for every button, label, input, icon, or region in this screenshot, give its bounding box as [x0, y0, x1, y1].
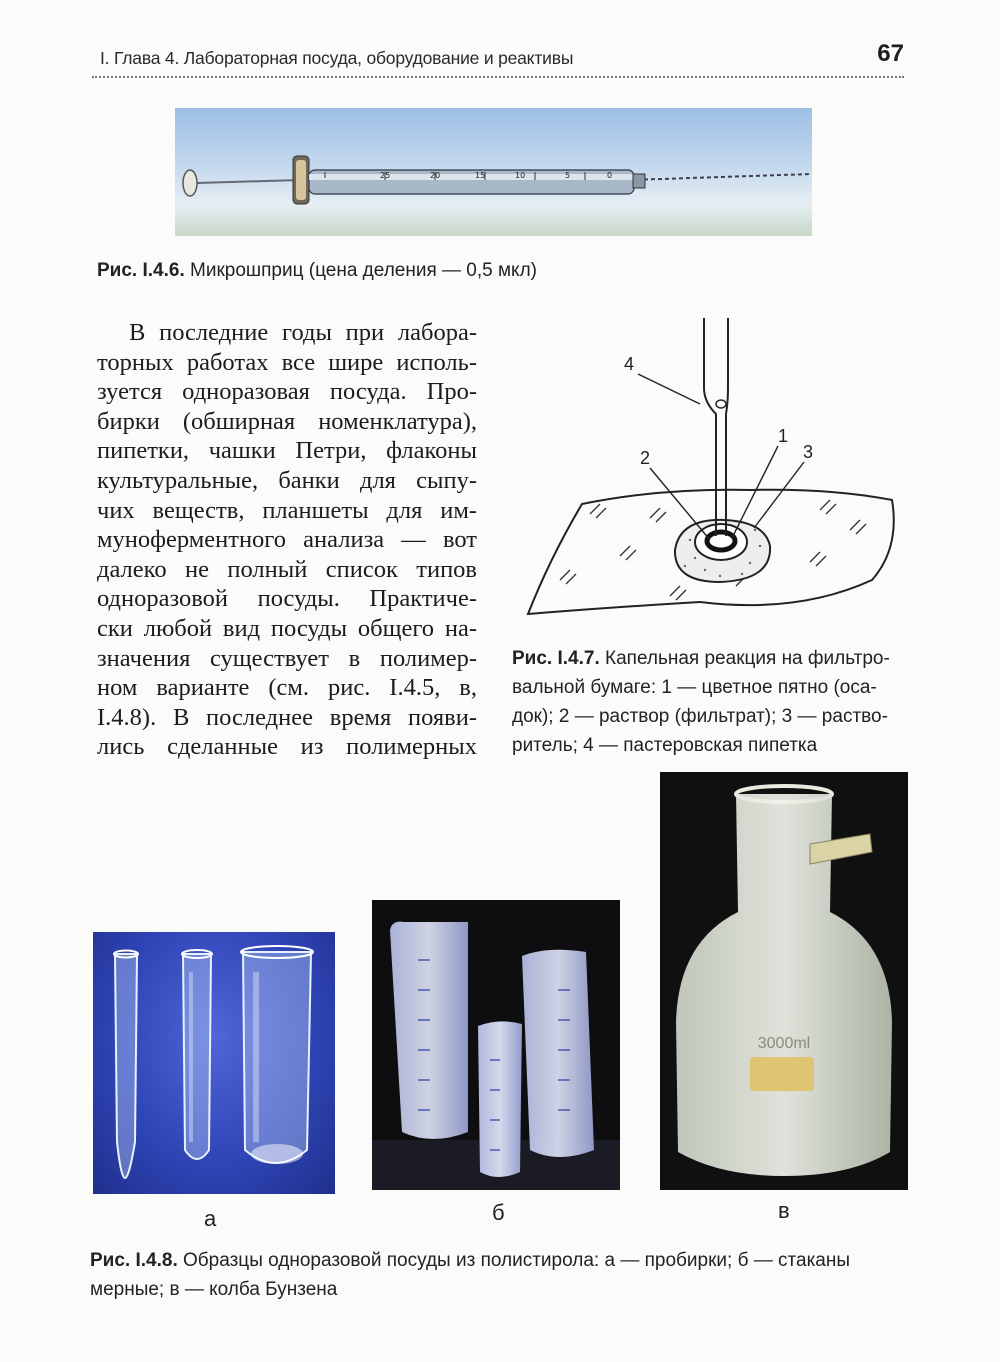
fig-148-caption-line: мерные; в — колба Бунзена	[90, 1279, 338, 1300]
measuring-beakers-photo	[372, 900, 620, 1190]
test-tubes-photo	[93, 932, 335, 1194]
fig-146-caption-text: Микрошприц (цена деления — 0,5 мкл)	[190, 260, 537, 281]
fig-146-label: Рис. I.4.6.	[97, 260, 185, 281]
fig-148-caption	[90, 1246, 920, 1304]
body-line: торных работах все шире исполь-	[97, 348, 477, 376]
body-line: одноразовой посуды. Практиче-	[97, 585, 477, 613]
flask-volume-marking: 3000ml	[757, 1035, 811, 1052]
fig-147-caption-line: ритель; 4 — пастеровская пипетка	[512, 735, 818, 756]
fig-148-caption-line: Образцы одноразовой посуды из полистирола: а — пробирки; б — стаканы	[183, 1250, 851, 1271]
microsyringe-drawing	[175, 108, 812, 236]
fig-147-label: Рис. I.4.7.	[512, 648, 600, 669]
body-line: значения существует в полимер-	[97, 644, 477, 672]
drop-reaction-diagram	[520, 318, 920, 618]
scale-mark: 0	[607, 171, 613, 180]
sublabel-a: а	[204, 1206, 217, 1231]
page-number: 67	[877, 40, 904, 67]
callout-4: 4	[624, 354, 635, 374]
body-line: лись сделанные из полимерных	[97, 733, 477, 761]
fig-147-caption-line: Капельная реакция на фильтро-	[605, 648, 890, 669]
running-title: I. Глава 4. Лабораторная посуда, оборудование и реактивы	[100, 48, 574, 68]
scale-mark: 25	[380, 171, 391, 180]
body-line: I.4.8). В последнее время появи-	[97, 703, 477, 731]
body-line: В последние годы при лабора-	[129, 319, 477, 346]
body-line: пипетки, чашки Петри, флаконы	[97, 437, 477, 465]
body-line: ном варианте (см. рис. I.4.5, в,	[97, 674, 477, 702]
fig-147-caption-line: док); 2 — раствор (фильтрат); 3 — раство-	[512, 706, 888, 727]
body-line: муноферментного анализа — вот	[97, 526, 477, 554]
bunsen-flask-drawing	[660, 772, 908, 1190]
measuring-beakers-drawing	[372, 900, 620, 1190]
fig-148-label: Рис. I.4.8.	[90, 1250, 178, 1271]
fig-146-caption	[97, 256, 697, 285]
body-line: ски любой вид посуды общего на-	[97, 614, 477, 642]
callout-1: 1	[778, 426, 789, 446]
body-line: бирки (обширная номенклатура),	[97, 407, 477, 435]
body-line: культуральные, банки для сыпу-	[97, 466, 477, 494]
microsyringe-photo	[175, 108, 812, 236]
scale-mark: 5	[565, 171, 571, 180]
scale-mark: 15	[475, 171, 486, 180]
sublabel-v: в	[778, 1198, 790, 1223]
test-tubes-drawing	[93, 932, 335, 1194]
callout-3: 3	[803, 442, 814, 462]
callout-2: 2	[640, 448, 651, 468]
bunsen-flask-photo	[660, 772, 908, 1190]
body-line: чих веществ, планшеты для им-	[97, 496, 477, 524]
body-line: зуется одноразовая посуда. Про-	[97, 378, 477, 406]
sublabel-b: б	[492, 1200, 505, 1225]
scale-mark: 20	[430, 171, 441, 180]
body-line: далеко не полный список типов	[97, 555, 477, 583]
scale-mark: 10	[515, 171, 526, 180]
running-head	[92, 40, 904, 78]
fig-147-caption	[512, 644, 912, 760]
body-paragraph	[97, 318, 477, 762]
fig-147-caption-line: вальной бумаге: 1 — цветное пятно (оса-	[512, 677, 877, 698]
